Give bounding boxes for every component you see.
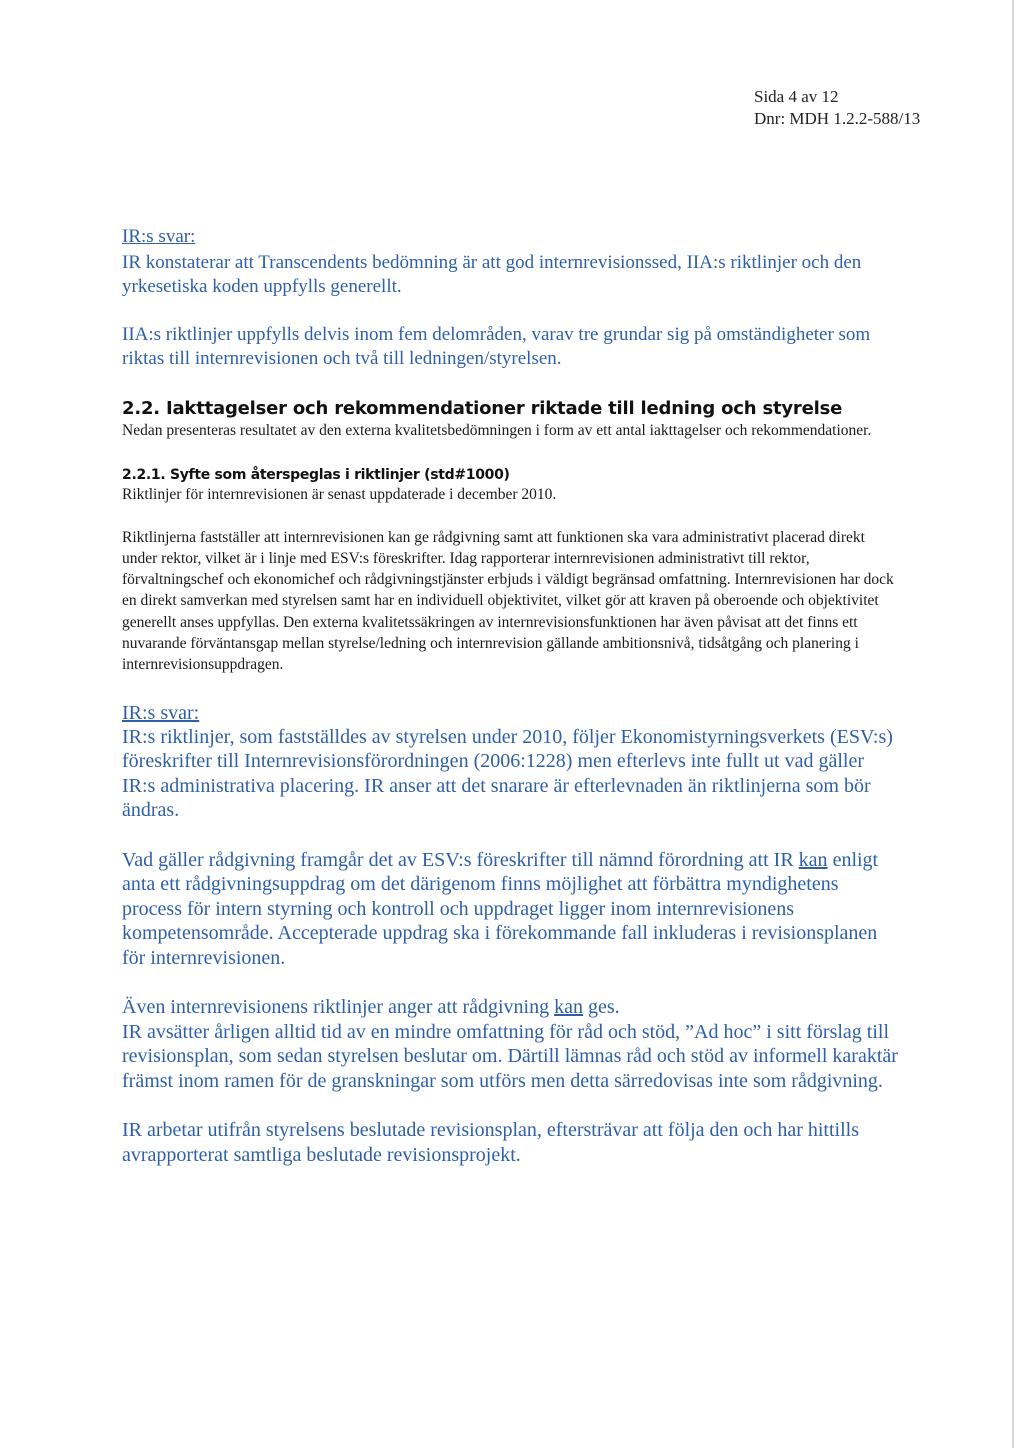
section-2-2-1 <box>122 466 902 675</box>
reply-paragraph: IIA:s riktlinjer uppfylls delvis inom fem delområden, varav tre grundar sig på omständigheter som riktas till internrevisionen och två till ledningen/styrelsen. <box>122 324 871 369</box>
emphasis-kan: kan <box>554 996 583 1019</box>
text-run: Även internrevisionens riktlinjer anger att rådgivning <box>122 996 555 1019</box>
reply-block-2 <box>122 701 902 1168</box>
emphasis-kan: kan <box>798 848 828 871</box>
document-body <box>122 225 902 1167</box>
text-run: enligt anta ett rådgivningsuppdrag om det därigenom finns möjlighet att förbättra myndighetens process för intern styrning och kontroll och uppdraget ligger inom internrevisionens kompetensområde. Accepterade uppdrag ska i förekommande fall inkluderas i revisionsplanen för internrevisionen. <box>122 848 879 969</box>
page-number: Sida 4 av 12 <box>754 87 839 106</box>
text-run: ges. <box>583 996 620 1019</box>
page-edge-line <box>1012 0 1014 1448</box>
reply-paragraph: IR:s riktlinjer, som fastställdes av styrelsen under 2010, följer Ekonomistyrningsverkets (ESV:s) föreskrifter till Internrevisionsförordningen (2006:1228) men efterlevs inte fullt ut vad gäller IR:s administrativa placering. IR anser att det snarare är efterlevnaden än riktlinjerna som bör ändras. <box>122 725 893 822</box>
page-header <box>754 86 920 130</box>
section-text: Nedan presenteras resultatet av den externa kvalitetsbedömningen i form av ett antal iakttagelser och rekommendationer. <box>122 422 872 439</box>
reply-paragraph: IR arbetar utifrån styrelsens beslutade revisionsplan, eftersträvar att följa den och har hittills avrapporterat samtliga beslutade revisionsprojekt. <box>122 1119 859 1166</box>
reply-heading: IR:s svar: <box>122 226 196 247</box>
subsection-text: Riktlinjerna fastställer att internrevisionen kan ge rådgivning samt att funktionen ska vara administrativt placerad direkt under rektor, vilket är i linje med ESV:s föreskrifter. Idag rapporterar internrevisionen administrativt till rektor, förvaltningschef och ekonomichef och rådgivningstjänster erbjuds i väldigt begränsad omfattning. Internrevisionen har dock en direkt samverkan med styrelsen samt har en individuell objektivitet, vilket gör att kraven på oberoende och objektivitet generellt anses uppfyllas. Den externa kvalitetssäkringen av internrevisionsfunktionen har även påvisat att det finns ett nuvarande förväntansgap mellan styrelse/ledning och internrevision gällande ambitionsnivå, tidsåtgång och planering i internrevisionsuppdragen. <box>122 528 894 674</box>
section-heading: 2.2. Iakttagelser och rekommendationer riktade till ledning och styrelse <box>122 398 843 419</box>
text-run: Vad gäller rådgivning framgår det av ESV:s föreskrifter till nämnd förordning att IR <box>122 848 799 871</box>
reply-paragraph <box>122 995 902 1020</box>
reply-heading: IR:s svar: <box>122 701 200 724</box>
reply-block-1 <box>122 225 902 371</box>
reply-paragraph: IR avsätter årligen alltid tid av en mindre omfattning för råd och stöd, ”Ad hoc” i sitt förslag till revisionsplan, som sedan styrelsen beslutar om. Därtill lämnas råd och stöd av informell karaktär främst inom ramen för de granskningar som utförs men detta särredovisas inte som rådgivning. <box>122 1020 898 1092</box>
subsection-heading: 2.2.1. Syfte som återspeglas i riktlinjer (std#1000) <box>122 467 510 484</box>
section-2-2 <box>122 398 902 441</box>
reply-paragraph: IR konstaterar att Transcendents bedömning är att god internrevisionssed, IIA:s riktlinjer och den yrkesetiska koden uppfylls generellt. <box>122 252 862 297</box>
subsection-text: Riktlinjer för internrevisionen är senast uppdaterade i december 2010. <box>122 486 557 504</box>
reply-paragraph <box>122 848 902 971</box>
document-number: Dnr: MDH 1.2.2-588/13 <box>754 109 921 128</box>
